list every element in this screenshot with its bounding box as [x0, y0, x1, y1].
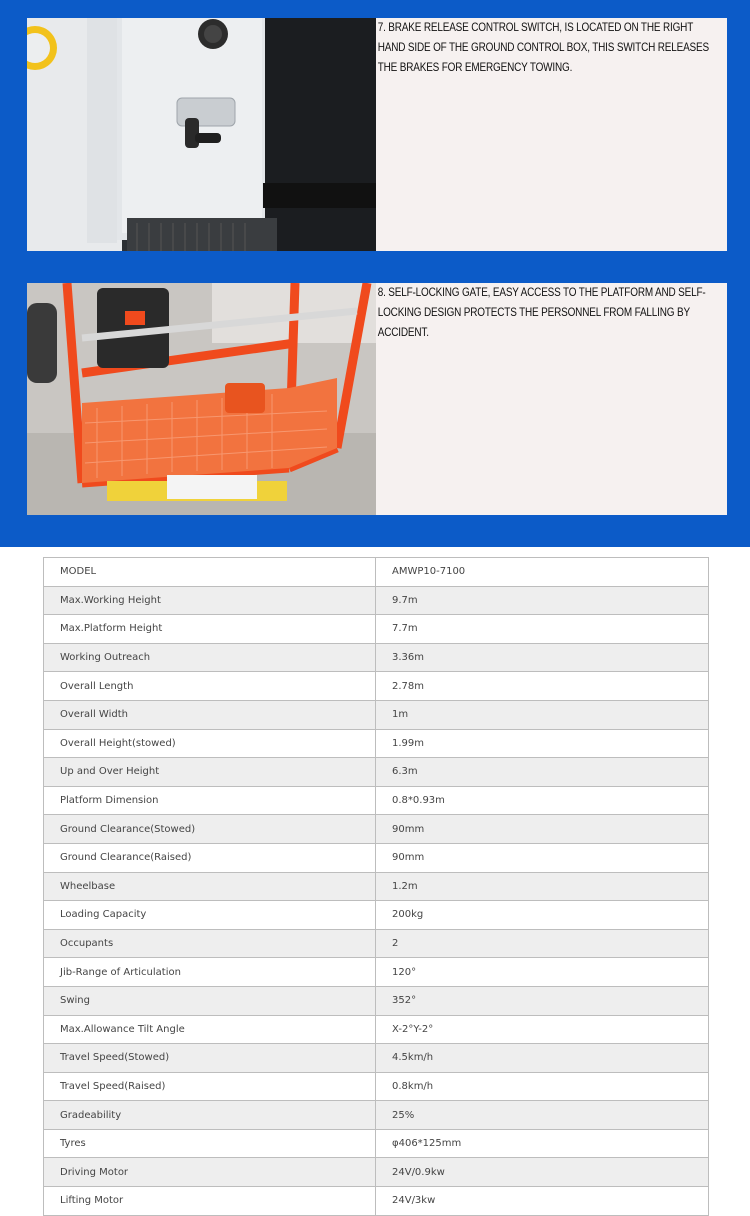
spec-value: 6.3m	[376, 758, 709, 787]
spec-value: AMWP10-7100	[376, 558, 709, 587]
table-row	[44, 758, 709, 787]
spec-label: Tyres	[44, 1129, 376, 1158]
table-row	[44, 901, 709, 930]
table-row	[44, 729, 709, 758]
table-row	[44, 1129, 709, 1158]
spec-label: Overall Height(stowed)	[44, 729, 376, 758]
table-row	[44, 586, 709, 615]
spec-label: Jib-Range of Articulation	[44, 958, 376, 987]
spec-label: Platform Dimension	[44, 786, 376, 815]
spec-label: Swing	[44, 986, 376, 1015]
spec-value: 1.2m	[376, 872, 709, 901]
spec-value: 120°	[376, 958, 709, 987]
table-row	[44, 1015, 709, 1044]
spec-label: Loading Capacity	[44, 901, 376, 930]
spec-value: 2	[376, 929, 709, 958]
spec-label: Travel Speed(Stowed)	[44, 1044, 376, 1073]
table-row	[44, 929, 709, 958]
spec-label: Working Outreach	[44, 643, 376, 672]
ground-control-box-illustration	[27, 18, 376, 251]
spec-value: 25%	[376, 1101, 709, 1130]
spec-label: Overall Length	[44, 672, 376, 701]
spec-label: MODEL	[44, 558, 376, 587]
spec-value: 7.7m	[376, 615, 709, 644]
spec-value: 2.78m	[376, 672, 709, 701]
spec-value: 24V/3kw	[376, 1187, 709, 1216]
spec-label: Wheelbase	[44, 872, 376, 901]
spec-value: φ406*125mm	[376, 1129, 709, 1158]
table-row	[44, 1158, 709, 1187]
spec-label: Max.Platform Height	[44, 615, 376, 644]
spec-label: Ground Clearance(Stowed)	[44, 815, 376, 844]
spec-label: Occupants	[44, 929, 376, 958]
spec-label: Max.Working Height	[44, 586, 376, 615]
ground-control-box-photo	[27, 18, 376, 251]
specification-table-body	[44, 558, 709, 1216]
table-row	[44, 643, 709, 672]
spec-label: Travel Speed(Raised)	[44, 1072, 376, 1101]
table-row	[44, 558, 709, 587]
spec-value: 1m	[376, 700, 709, 729]
table-row	[44, 700, 709, 729]
spec-label: Up and Over Height	[44, 758, 376, 787]
spec-label: Driving Motor	[44, 1158, 376, 1187]
spec-value: 4.5km/h	[376, 1044, 709, 1073]
spec-label: Overall Width	[44, 700, 376, 729]
spec-value: 1.99m	[376, 729, 709, 758]
spec-value: 9.7m	[376, 586, 709, 615]
table-row	[44, 1072, 709, 1101]
specification-table	[43, 557, 709, 1216]
spec-value: 0.8*0.93m	[376, 786, 709, 815]
feature-description: 8. SELF-LOCKING GATE, EASY ACCESS TO THE PLATFORM AND SELF-LOCKING DESIGN PROTECTS THE PERSONNEL FROM FALLING BY ACCIDENT.	[377, 286, 706, 339]
table-row	[44, 986, 709, 1015]
spec-value: X-2°Y-2°	[376, 1015, 709, 1044]
table-row	[44, 843, 709, 872]
feature-card-self-locking-gate	[27, 283, 727, 515]
table-row	[44, 815, 709, 844]
table-row	[44, 1044, 709, 1073]
spec-value: 352°	[376, 986, 709, 1015]
spec-value: 3.36m	[376, 643, 709, 672]
table-row	[44, 1187, 709, 1216]
feature-description: 7. BRAKE RELEASE CONTROL SWITCH, IS LOCATED ON THE RIGHT HAND SIDE OF THE GROUND CONTROL BOX, THIS SWITCH RELEASES THE BRAKES FOR EMERGENCY TOWING.	[377, 21, 710, 74]
spec-value: 200kg	[376, 901, 709, 930]
spec-label: Gradeability	[44, 1101, 376, 1130]
spec-label: Ground Clearance(Raised)	[44, 843, 376, 872]
table-row	[44, 786, 709, 815]
table-row	[44, 958, 709, 987]
platform-basket-photo	[27, 283, 376, 515]
table-row	[44, 672, 709, 701]
table-row	[44, 1101, 709, 1130]
feature-card-brake-release	[27, 18, 727, 251]
spec-label: Lifting Motor	[44, 1187, 376, 1216]
table-row	[44, 615, 709, 644]
platform-basket-illustration	[27, 283, 376, 515]
spec-value: 0.8km/h	[376, 1072, 709, 1101]
spec-value: 24V/0.9kw	[376, 1158, 709, 1187]
spec-value: 90mm	[376, 815, 709, 844]
spec-label: Max.Allowance Tilt Angle	[44, 1015, 376, 1044]
spec-value: 90mm	[376, 843, 709, 872]
table-row	[44, 872, 709, 901]
